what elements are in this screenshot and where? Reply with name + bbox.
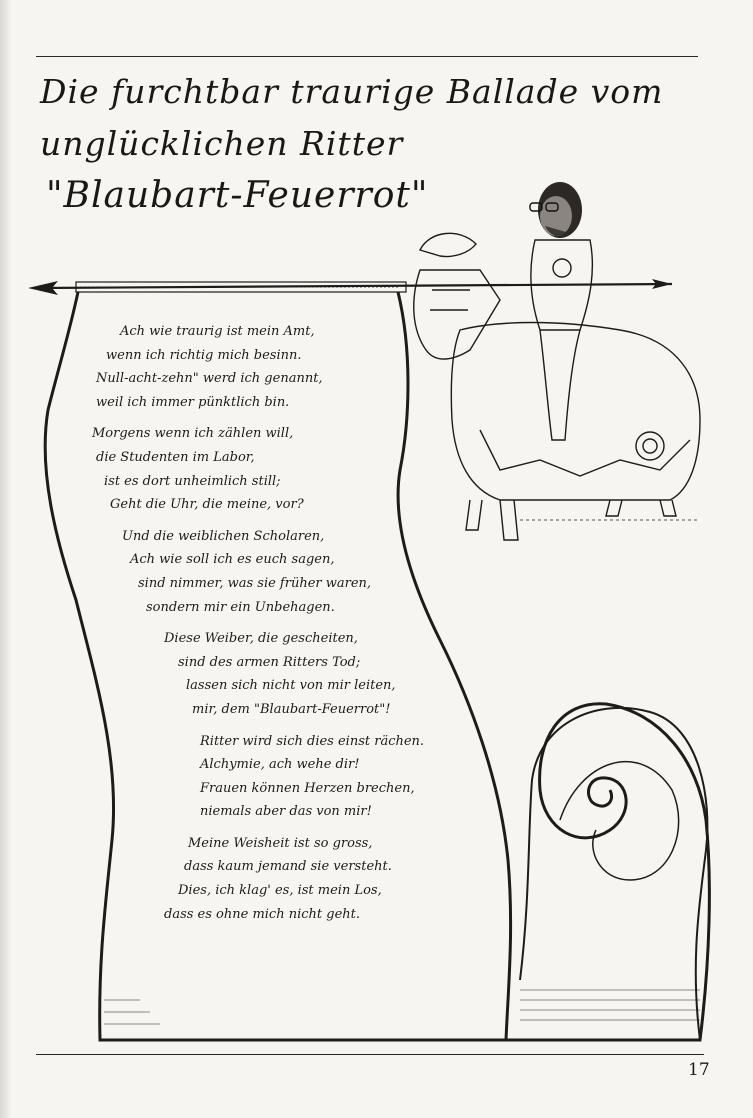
verse: sind des armen Ritters Tod; <box>178 654 361 670</box>
stanza-3 <box>122 525 490 619</box>
title-line-2: unglücklichen Ritter <box>40 124 404 163</box>
verse: Geht die Uhr, die meine, vor? <box>110 497 304 513</box>
verse: Meine Weisheit ist so gross, <box>188 835 373 851</box>
bottom-rule <box>36 1054 704 1055</box>
stanza-6 <box>164 832 490 926</box>
verse: mir, dem "Blaubart-Feuerrot"! <box>192 701 391 717</box>
verse: die Studenten im Labor, <box>96 449 255 465</box>
verse: wenn ich richtig mich besinn. <box>106 347 302 363</box>
verse: dass es ohne mich nicht geht. <box>164 906 360 922</box>
title-line-3: "Blaubart-Feuerrot" <box>46 175 429 216</box>
verse: Morgens wenn ich zählen will, <box>92 426 294 442</box>
verse: Ach wie traurig ist mein Amt, <box>120 324 315 339</box>
verse: sondern mir ein Unbehagen. <box>146 599 335 615</box>
stanza-2 <box>92 422 490 516</box>
stanza-5 <box>200 730 490 824</box>
verse: dass kaum jemand sie versteht. <box>184 859 392 875</box>
verse: lassen sich nicht von mir leiten, <box>186 678 396 694</box>
scroll-hatching <box>104 990 700 1024</box>
verse: Ach wie soll ich es euch sagen, <box>130 552 335 568</box>
verse: Ritter wird sich dies einst rächen. <box>200 733 425 749</box>
verse: sind nimmer, was sie früher waren, <box>138 575 372 591</box>
verse: Null-acht-zehn" werd ich genannt, <box>96 371 323 387</box>
verse: Diese Weiber, die gescheiten, <box>164 631 358 647</box>
verse: Frauen können Herzen brechen, <box>200 780 415 796</box>
verse: Und die weiblichen Scholaren, <box>122 528 325 544</box>
poem-text <box>70 320 490 926</box>
title-line-1: Die furchtbar traurige Ballade vom <box>40 72 664 111</box>
page-number: 17 <box>688 1060 710 1080</box>
verse: ist es dort unheimlich still; <box>104 473 281 489</box>
spear-pole <box>28 279 672 295</box>
stanza-4 <box>164 627 490 721</box>
verse: Alchymie, ach wehe dir! <box>200 757 360 773</box>
verse: niemals aber das von mir! <box>200 804 372 820</box>
verse: weil ich immer pünktlich bin. <box>96 394 290 410</box>
stanza-1 <box>96 320 490 414</box>
verse: Dies, ich klag' es, ist mein Los, <box>178 883 382 899</box>
